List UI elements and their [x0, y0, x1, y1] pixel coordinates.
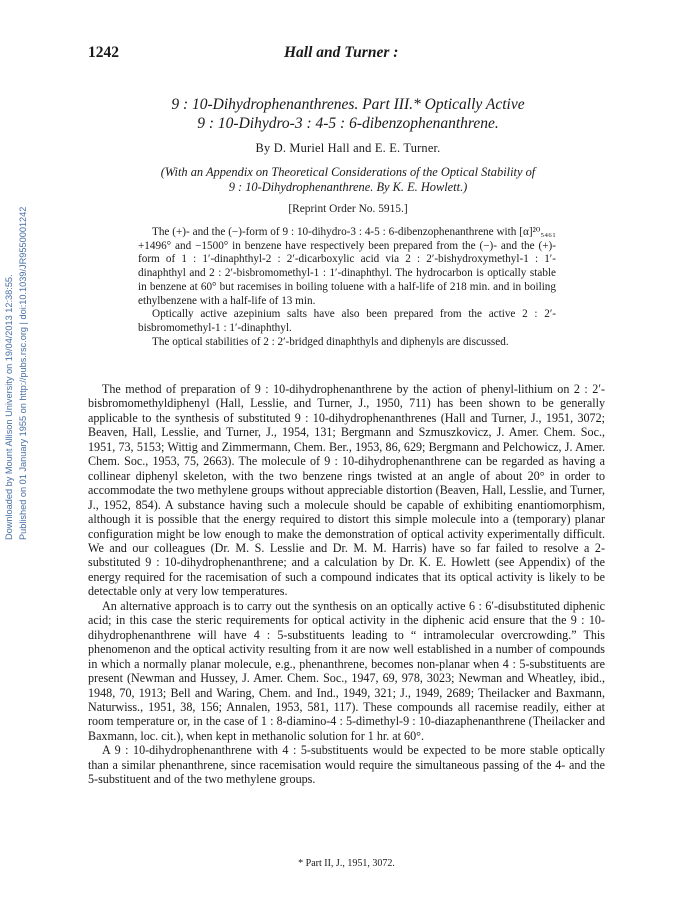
- abstract-paragraph: The (+)- and the (−)-form of 9 : 10-dihydro-3 : 4-5 : 6-dibenzophenanthrene with [α]²⁰₅₄₆₁ +1496° and −1500° in benzene have respectively been prepared from the (−)- and the (+)-form of 1 : 1′-dinaphthyl-2 : 2′-dicarboxylic acid via 2 : 2′-bishydroxymethyl-1 : 1′-dinaphthyl and 2 : 2′-bisbromomethyl-1 : 1′-dinaphthyl. The hydrocarbon is optically stable in benzene at 60° but racemises in boiling toluene with a half-life of 218 min. and in boiling ethylbenzene with a half-life of 13 min.: [138, 226, 556, 307]
- footnote: * Part II, J., 1951, 3072.: [298, 858, 395, 869]
- page-number: 1242: [88, 44, 119, 61]
- published-notice: Published on 01 January 1955 on http://pubs.rsc.org | doi:10.1039/JR9550001242: [18, 206, 28, 540]
- abstract: [138, 226, 556, 349]
- body-paragraph: An alternative approach is to carry out the synthesis on an optically active 6 : 6′-disubstituted diphenic acid; in this case the steric requirements for optical activity in the diphenic acid ensure that the 9 : 10-dihydrophenanthrene will have 4 : 5-substituents leading to “ intramolecular overcrowding.” This phenomenon and the optical activity resulting from it are now well established in a number of compounds in which a normally planar molecule, e.g., phenanthrene, becomes non-planar when 4 : 5-substituents are present (Newman and Hussey, J. Amer. Chem. Soc., 1947, 69, 978, 3023; Newman and Wheatley, ibid., 1948, 70, 1913; Bell and Waring, Chem. and Ind., 1949, 321; J., 1949, 2689; Theilacker and Baxmann, Naturwiss., 1951, 38, 156; Annalen, 1953, 581, 117). These compounds all racemise readily, either at room temperature or, in the case of 1 : 8-diamino-4 : 5-dimethyl-9 : 10-diazaphenanthrene (Theilacker and Baxmann, loc. cit.), when kept in methanolic solution for 1 hr. at 60°.: [88, 598, 605, 743]
- download-watermark: [2, 192, 32, 542]
- article-title-line-1: 9 : 10-Dihydrophenanthrenes. Part III.* Optically Active: [171, 96, 525, 113]
- running-header: [88, 44, 608, 64]
- appendix-note-line-1: (With an Appendix on Theoretical Considerations of the Optical Stability of: [160, 165, 536, 179]
- article-title-line-2: 9 : 10-Dihydro-3 : 4-5 : 6-dibenzophenanthrene.: [197, 115, 499, 132]
- abstract-paragraph: The optical stabilities of 2 : 2′-bridged dinaphthyls and diphenyls are discussed.: [152, 335, 509, 348]
- abstract-paragraph: Optically active azepinium salts have also been prepared from the active 2 : 2′-bisbromomethyl-1 : 1′-dinaphthyl.: [138, 308, 556, 334]
- reprint-order: [Reprint Order No. 5915.]: [288, 203, 408, 215]
- body-paragraph: A 9 : 10-dihydrophenanthrene with 4 : 5-substituents would be expected to be more stable optically than a similar phenanthrene, since racemisation would require the simultaneous passing of the 4- and the 5-substituent and of the two methylene groups.: [88, 743, 605, 787]
- running-title: Hall and Turner :: [284, 44, 399, 61]
- body-paragraph: The method of preparation of 9 : 10-dihydrophenanthrene by the action of phenyl-lithium on 2 : 2′-bisbromomethyldiphenyl (Hall, Lesslie, and Turner, J., 1950, 711) has been shown to be generally applicable to the synthesis of substituted 9 : 10-dihydrophenanthrenes (Hall and Turner, J., 1951, 3072; Beaven, Hall, Lesslie, and Turner, J., 1954, 131; Bergmann and Szmuszkovicz, J. Amer. Chem. Soc., 1951, 73, 5153; Wittig and Zimmermann, Chem. Ber., 1953, 86, 629; Bergmann and Pelchowicz, J. Amer. Chem. Soc., 1953, 75, 2663). The molecule of 9 : 10-dihydrophenanthrene can be regarded as having a collinear diphenyl skeleton, with the two benzene rings twisted at an angle of about 20° in order to accommodate the two methylene groups without appreciable distortion (Beaven, Hall, Lesslie, and Turner, J., 1952, 854). A substance having such a molecule should be capable of exhibiting enantiomorphism, although it is possible that the energy required to distort this simple molecule into a (temporary) planar configuration might be low enough to make the demonstration of optical activity experimentally difficult. We and our colleagues (Dr. M. S. Lesslie and Dr. M. M. Harris) have so far failed to resolve a 2-substituted 9 : 10-dihydrophenanthrene; and a calculation by Dr. K. E. Howlett (see Appendix) of the energy required for the racemisation of such a compound indicates that its optical activity is likely to be detectable only at very low temperatures.: [88, 382, 605, 599]
- byline: By D. Muriel Hall and E. E. Turner.: [255, 141, 441, 155]
- body-text: [88, 382, 605, 787]
- downloaded-notice: Downloaded by Mount Allison University on 19/04/2013 12:38:55.: [4, 274, 14, 540]
- appendix-note-line-2: 9 : 10-Dihydrophenanthrene. By K. E. Howlett.): [228, 180, 468, 194]
